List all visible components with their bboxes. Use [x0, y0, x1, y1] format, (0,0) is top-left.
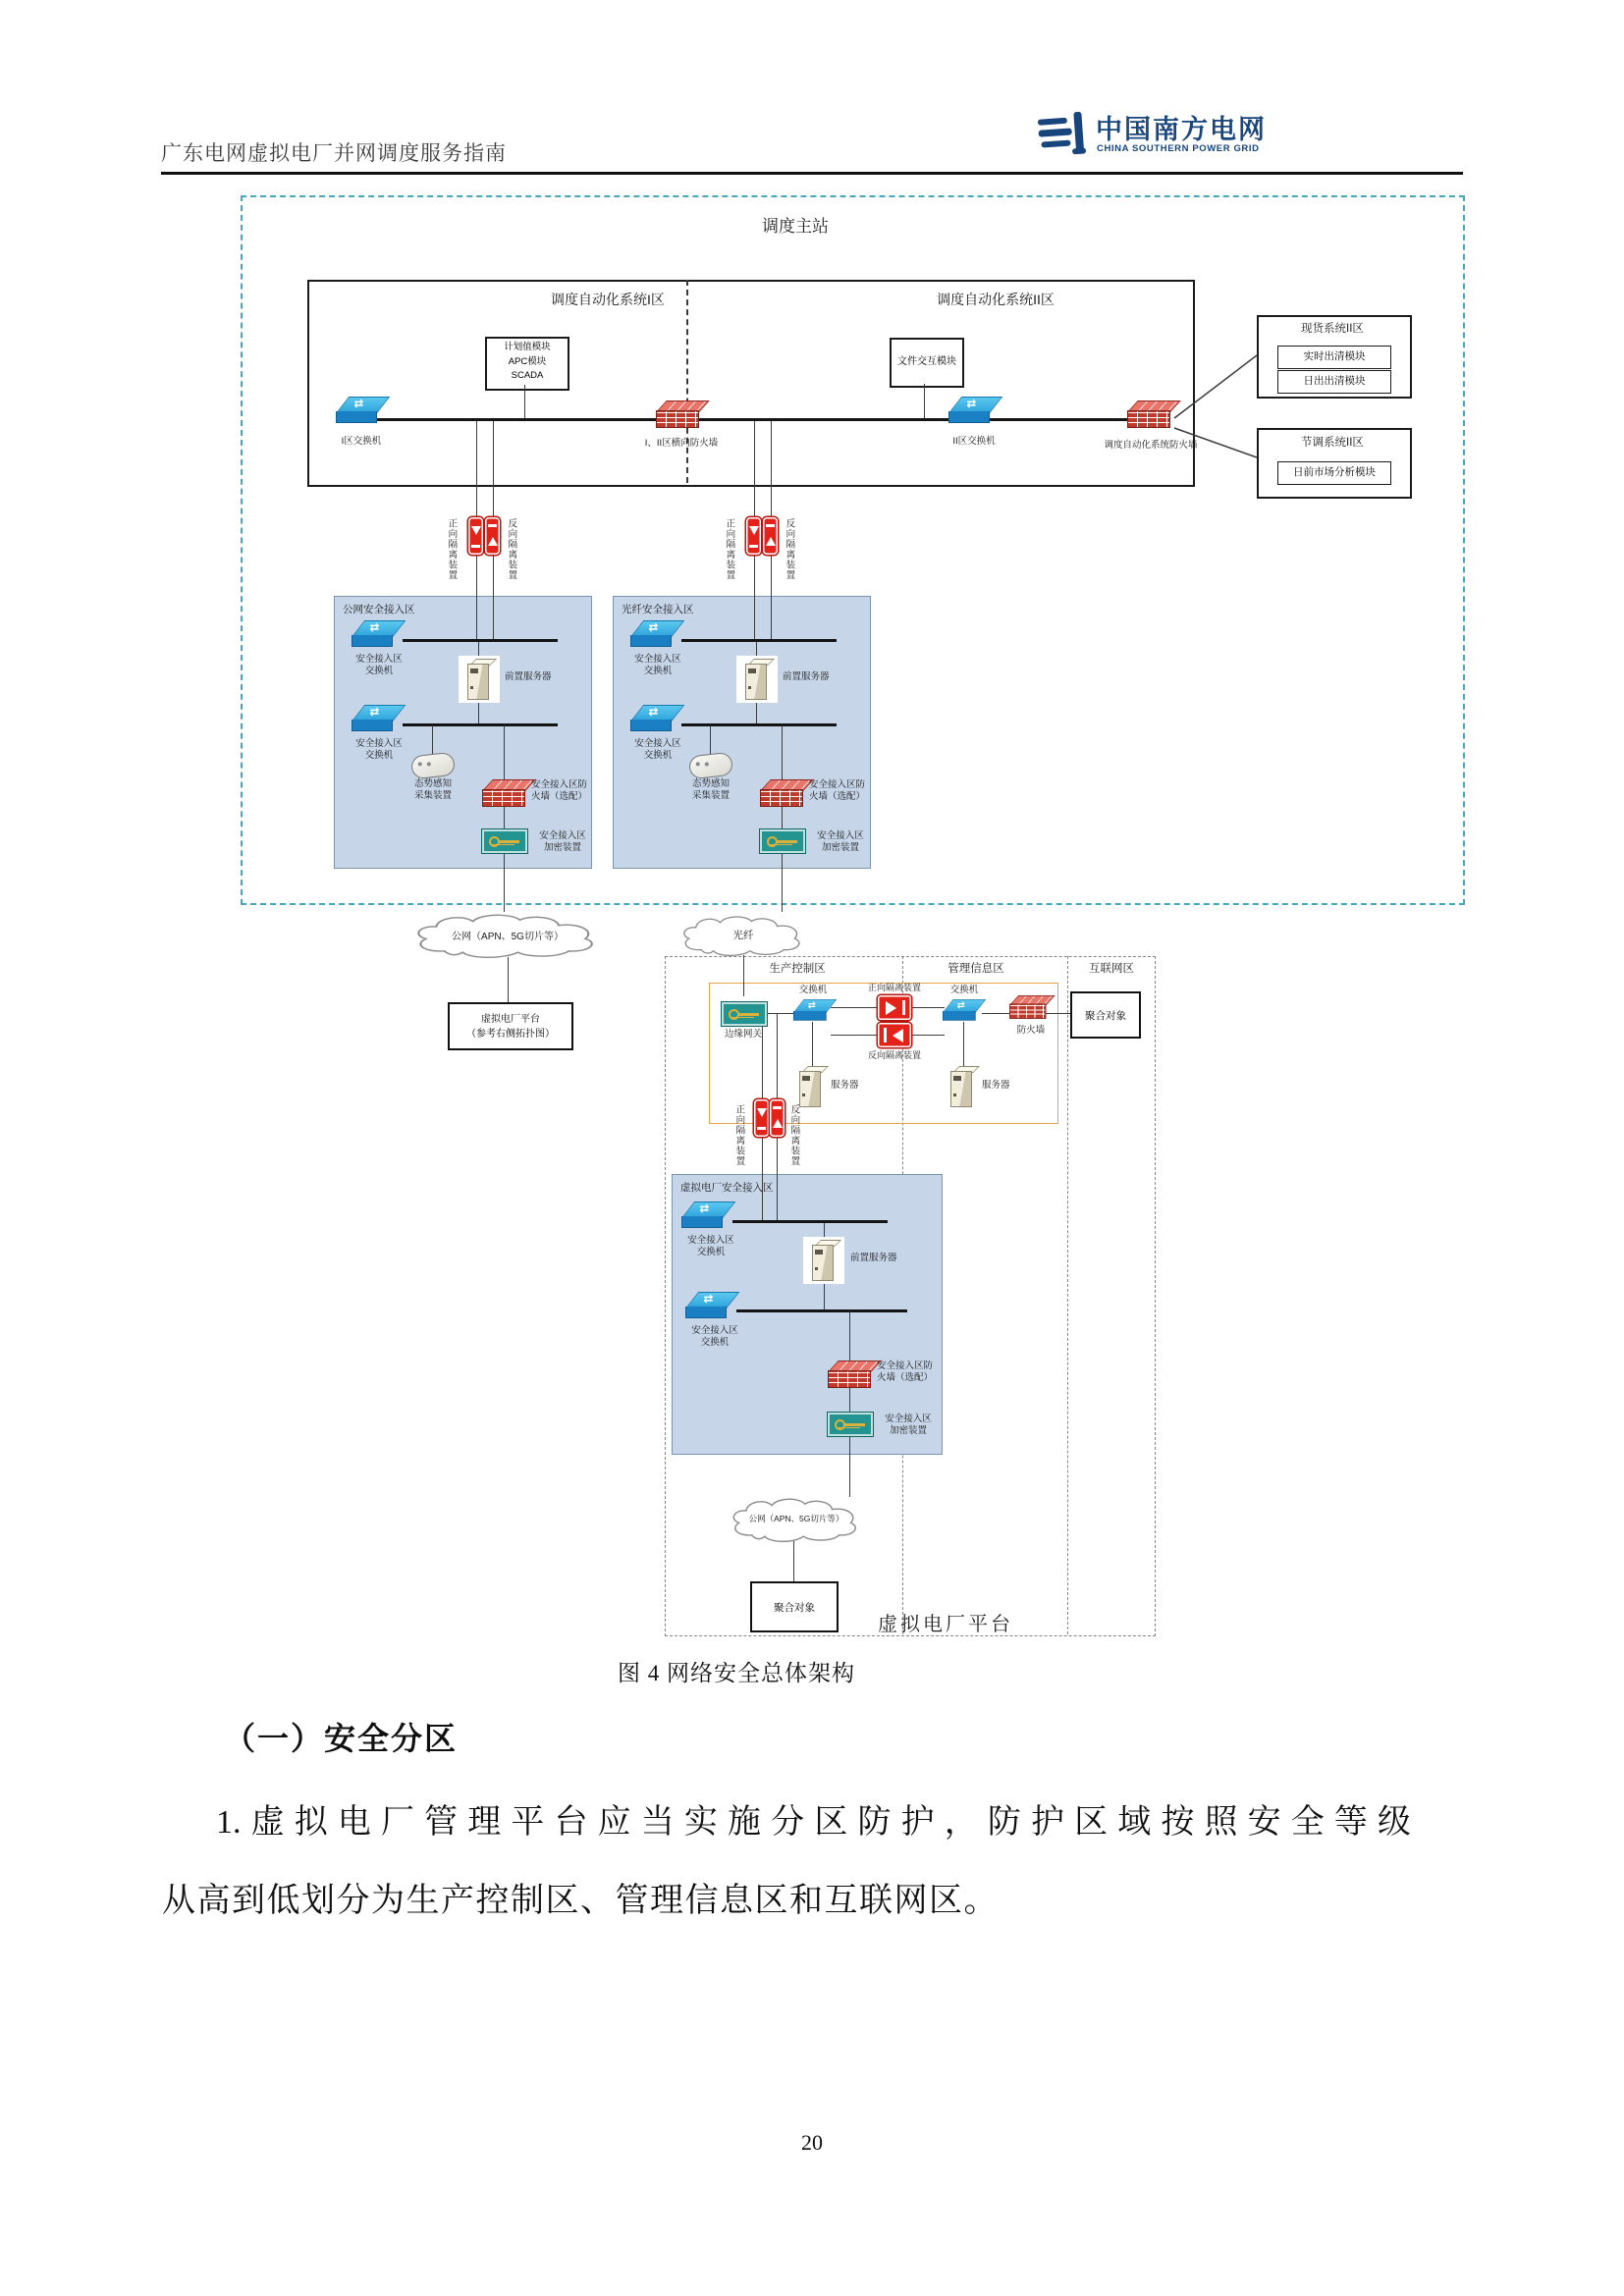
connector-line	[824, 1284, 825, 1309]
zone-divider	[686, 280, 688, 483]
reverse-isolation-icon	[763, 517, 778, 555]
reverse-isolation-icon	[485, 517, 500, 555]
figure-caption: 图 4 网络安全总体架构	[618, 1661, 855, 1685]
master-station-title: 调度主站	[762, 217, 829, 236]
file-exchange-box: 文件交互模块	[890, 338, 964, 388]
connector-line	[508, 957, 509, 1002]
server-icon	[467, 659, 493, 700]
doc-title: 广东电网虚拟电厂并网调度服务指南	[161, 141, 507, 165]
vpp-platform-ref-box: 虚拟电厂平台 （参考右侧拓扑图）	[448, 1002, 573, 1050]
plan-module-box: 计划值模块 APC模块 SCADA	[485, 337, 569, 391]
aggregation-object-box: 聚合对象	[750, 1581, 839, 1632]
server-icon	[799, 1066, 825, 1107]
access-firewall-label: 安全接入区防 火墙（选配）	[809, 779, 866, 803]
forward-isolation-icon	[878, 995, 911, 1020]
dayahead-market-module: 日前市场分析模块	[1277, 461, 1391, 485]
sensor-collector-label: 态势感知 采集装置	[691, 778, 730, 802]
firewall-icon	[828, 1361, 875, 1388]
firewall-icon	[760, 779, 807, 807]
zone1-switch-label: I区交换机	[341, 436, 382, 447]
switch-icon	[943, 999, 985, 1023]
forward-isolation-label: 正向隔离装置	[446, 517, 458, 580]
access-firewall-label: 安全接入区防 火墙（选配）	[531, 779, 588, 803]
realtime-clearing-module: 实时出清模块	[1277, 346, 1391, 369]
vpp-platform-label: 虚拟电厂平台	[878, 1614, 1013, 1635]
crypto-device-label: 安全接入区 加密装置	[539, 830, 586, 854]
connector-line	[782, 852, 783, 912]
access-bus-line	[736, 1309, 907, 1312]
management-zone-label: 管理信息区	[947, 963, 1004, 975]
connector-line	[793, 1541, 794, 1581]
production-zone-label: 生产控制区	[769, 963, 826, 975]
fiber-cloud-label: 光纤	[732, 930, 754, 941]
internet-zone-label: 互联网区	[1089, 963, 1134, 975]
connector-line	[504, 852, 505, 912]
switch-label: 交换机	[798, 985, 828, 995]
connector-line	[782, 805, 783, 828]
connector-line	[849, 1435, 850, 1497]
firewall-label: 防火墙	[1016, 1025, 1046, 1036]
switch-icon	[336, 397, 389, 426]
public-cloud-label: 公网（APN、5G切片等）	[452, 932, 564, 942]
fiber-access-zone-title: 光纤安全接入区	[622, 604, 694, 615]
access-bus-line	[681, 639, 837, 642]
public-network-cloud	[725, 1496, 868, 1543]
connector-line	[524, 385, 525, 419]
public-cloud-label: 公网（APN、5G切片等）	[748, 1514, 844, 1523]
connector-line	[504, 725, 505, 779]
server-label: 服务器	[982, 1080, 1010, 1091]
connector-line	[963, 1022, 964, 1068]
csg-logo-icon	[1037, 110, 1089, 162]
lateral-firewall-label: I、II区横向防火墙	[644, 438, 719, 449]
crypto-device-icon	[481, 828, 528, 854]
csg-logo	[1039, 108, 1373, 167]
connector-line	[766, 1013, 793, 1014]
zone-divider	[1067, 956, 1068, 1634]
server-icon	[950, 1066, 976, 1107]
connector-line	[756, 703, 757, 723]
crypto-device-icon	[827, 1412, 874, 1437]
logo-name-cn: 中国南方电网	[1096, 115, 1267, 144]
switch-label: 交换机	[949, 985, 979, 995]
front-server-label: 前置服务器	[783, 671, 830, 682]
zone2-label: 调度自动化系统II区	[937, 292, 1055, 307]
reverse-isolation-label: 反向隔离装置	[784, 517, 795, 580]
automation-systems-box	[307, 280, 1195, 487]
connector-line	[982, 1013, 1011, 1014]
public-network-cloud	[406, 912, 610, 959]
header-rule	[161, 172, 1463, 175]
connector-line	[924, 384, 925, 419]
fiber-cloud	[676, 914, 811, 957]
reverse-isolation-label: 反向隔离装置	[788, 1103, 800, 1166]
crypto-device-label: 安全接入区 加密装置	[885, 1414, 932, 1437]
forward-isolation-icon	[754, 1099, 769, 1137]
connector-line	[478, 642, 479, 656]
logo-name-en: CHINA SOUTHERN POWER GRID	[1097, 143, 1260, 154]
front-server-label: 前置服务器	[850, 1253, 897, 1263]
forward-isolation-icon	[468, 517, 483, 555]
diagonal-connectors	[1168, 324, 1267, 481]
connector-line	[849, 1386, 850, 1412]
peak-system-title: 节调系统II区	[1301, 437, 1364, 449]
front-server-label: 前置服务器	[505, 671, 552, 682]
access-switch-label: 安全接入区 交换机	[634, 654, 681, 677]
access-bus-line	[732, 1220, 888, 1223]
zone-bus-line	[359, 418, 1168, 421]
edge-gateway-label: 边缘网关	[724, 1029, 762, 1040]
connector-line	[432, 725, 433, 754]
switch-icon	[352, 705, 405, 734]
switch-icon	[630, 620, 683, 650]
access-switch-label: 安全接入区 交换机	[634, 738, 681, 762]
switch-icon	[630, 705, 683, 734]
crypto-device-label: 安全接入区 加密装置	[817, 830, 864, 854]
access-firewall-label: 安全接入区防 火墙（选配）	[877, 1361, 934, 1384]
forward-isolation-label: 正向隔离装置	[724, 517, 735, 580]
public-access-zone-title: 公网安全接入区	[343, 604, 415, 615]
server-icon	[812, 1240, 838, 1281]
forward-isolation-label: 正向隔离装置	[867, 983, 921, 992]
spot-system-box	[1257, 315, 1412, 399]
forward-isolation-label: 正向隔离装置	[733, 1103, 745, 1166]
reverse-isolation-label: 反向隔离装置	[506, 517, 517, 580]
access-bus-line	[403, 639, 558, 642]
reverse-isolation-icon	[770, 1099, 785, 1137]
access-switch-label: 安全接入区 交换机	[355, 654, 403, 677]
sensor-collector-label: 态势感知 采集装置	[413, 778, 452, 802]
connector-line	[849, 1311, 850, 1361]
section-heading: （一）安全分区	[224, 1721, 459, 1756]
server-icon	[745, 659, 771, 700]
body-paragraph-line1: 1.虚拟电厂管理平台应当实施分区防护，防护区域按照安全等级	[216, 1804, 1411, 1841]
switch-icon	[685, 1292, 738, 1321]
connector-line	[824, 1223, 825, 1237]
access-switch-label: 安全接入区 交换机	[691, 1325, 738, 1349]
access-switch-label: 安全接入区 交换机	[355, 738, 403, 762]
connector-line	[504, 805, 505, 828]
connector-line	[756, 642, 757, 656]
spot-system-title: 现货系统II区	[1301, 323, 1364, 335]
connector-line	[710, 725, 711, 754]
access-bus-line	[403, 723, 558, 726]
reverse-isolation-label: 反向隔离装置	[867, 1050, 921, 1060]
edge-gateway-icon	[721, 1001, 768, 1027]
switch-icon	[948, 397, 1001, 426]
page-number: 20	[801, 2130, 823, 2155]
connector-line	[812, 1022, 813, 1068]
firewall-icon	[1009, 995, 1050, 1019]
zone2-switch-label: II区交换机	[952, 436, 996, 447]
switch-icon	[681, 1201, 734, 1231]
reverse-isolation-icon	[878, 1023, 911, 1047]
crypto-device-icon	[759, 828, 806, 854]
dispatch-firewall-label: 调度自动化系统防火墙	[1104, 440, 1198, 451]
switch-icon	[793, 999, 836, 1023]
peak-system-box	[1257, 428, 1412, 499]
firewall-icon	[1127, 400, 1174, 428]
server-label: 服务器	[831, 1080, 859, 1091]
daily-clearing-module: 日出出清模块	[1277, 370, 1391, 394]
forward-isolation-icon	[746, 517, 761, 555]
access-bus-line	[681, 723, 837, 726]
zone1-label: 调度自动化系统I区	[551, 292, 665, 307]
firewall-icon	[482, 779, 529, 807]
vpp-access-zone-title: 虚拟电厂安全接入区	[680, 1182, 774, 1194]
connector-line	[478, 703, 479, 723]
aggregation-object-box: 聚合对象	[1070, 991, 1141, 1039]
switch-icon	[352, 620, 405, 650]
connector-line	[782, 725, 783, 779]
body-paragraph-line2: 从高到低划分为生产控制区、管理信息区和互联网区。	[162, 1883, 999, 1919]
access-switch-label: 安全接入区 交换机	[687, 1235, 734, 1258]
firewall-icon	[656, 400, 703, 428]
